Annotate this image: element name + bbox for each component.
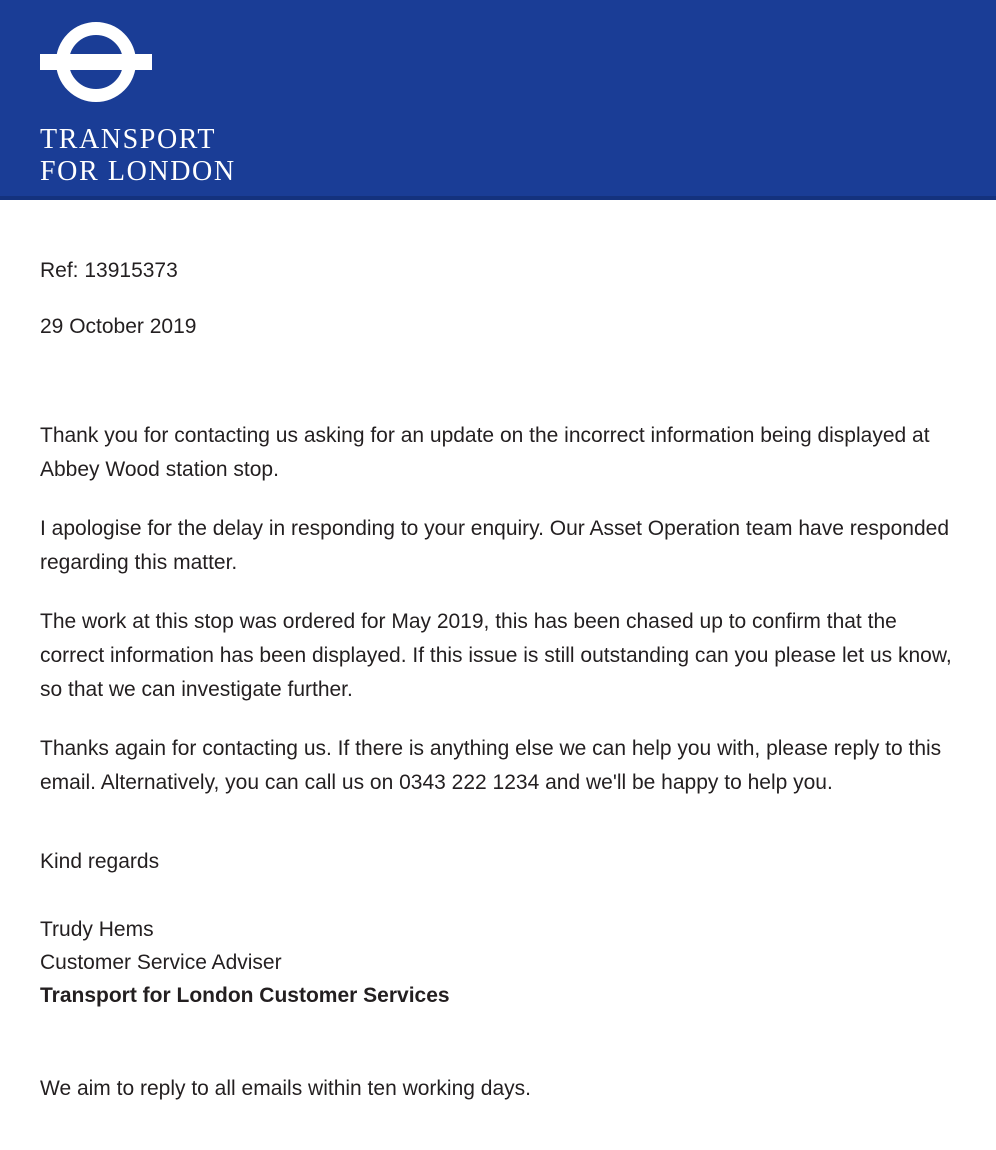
- letter-paragraph: The work at this stop was ordered for May 2019, this has been chased up to confirm that the correct information has been displayed. If this issue is still outstanding can you please let us know, so that we can investigate further.: [40, 609, 952, 701]
- sender-name: Trudy Hems: [40, 917, 154, 941]
- sender-organisation: Transport for London Customer Services: [40, 983, 450, 1007]
- wordmark-line-transport: TRANSPORT: [40, 124, 217, 155]
- tfl-wordmark: [40, 124, 236, 189]
- roundel-bar-shape: [40, 54, 152, 70]
- reply-time-note: We aim to reply to all emails within ten working days.: [40, 1076, 531, 1100]
- letter-body: [0, 200, 996, 1105]
- closing-salutation: Kind regards: [40, 849, 160, 873]
- letter-meta-block: [40, 200, 958, 341]
- tfl-brand-lockup: [40, 22, 236, 189]
- letter-date: 29 October 2019: [40, 315, 197, 339]
- letter-header-banner: [0, 0, 996, 200]
- wordmark-line-for-london: FOR LONDON: [40, 156, 236, 188]
- letter-paragraph: Thank you for contacting us asking for an update on the incorrect information being displayed at Abbey Wood station stop.: [40, 423, 930, 481]
- tfl-roundel-icon: [40, 22, 152, 106]
- letter-signature-block: [40, 845, 958, 1012]
- letter-paragraph: I apologise for the delay in responding to your enquiry. Our Asset Operation team have responded regarding this matter.: [40, 516, 949, 574]
- signature-spacer: [40, 878, 958, 913]
- reference-number: Ref: 13915373: [40, 259, 178, 282]
- letter-paragraph-block: [40, 419, 958, 800]
- letter-paragraph: Thanks again for contacting us. If there is anything else we can help you with, please reply to this email. Alternatively, you can call us on 0343 222 1234 and we'll be happy to help you.: [40, 736, 942, 794]
- sender-job-title: Customer Service Adviser: [40, 950, 282, 974]
